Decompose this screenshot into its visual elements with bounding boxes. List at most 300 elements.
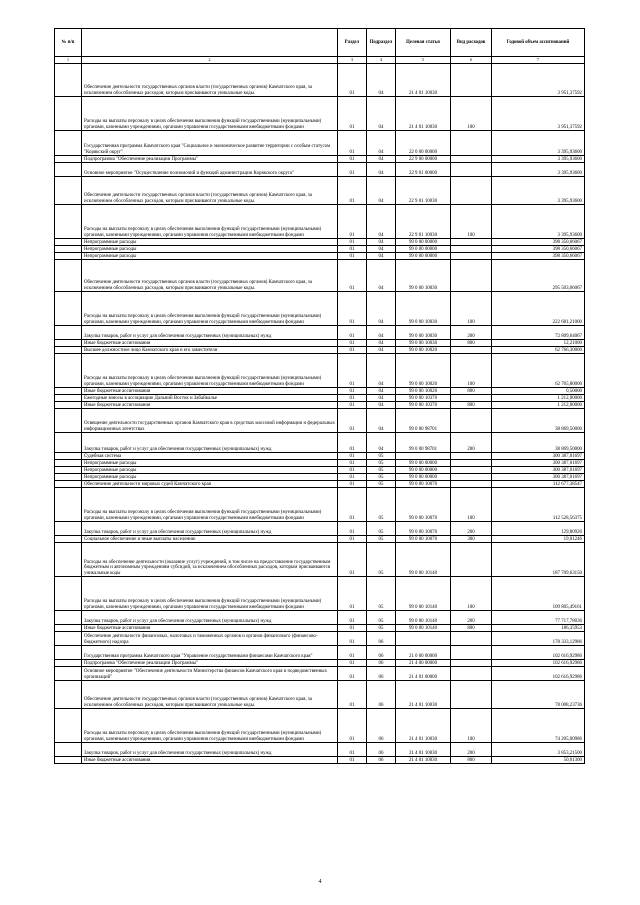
- page-number: 4: [318, 879, 322, 885]
- cell-target: 99 0 00 10070: [396, 522, 451, 536]
- cell-num: [55, 709, 82, 743]
- cell-section: 01: [338, 611, 367, 625]
- cell-section: 01: [338, 709, 367, 743]
- cell-expense: 100: [451, 488, 492, 522]
- cell-expense: [451, 543, 492, 577]
- cell-target: 99 0 00 10070: [396, 536, 451, 543]
- cell-section: 01: [338, 260, 367, 292]
- cell-subsection: 05: [367, 543, 396, 577]
- cell-section: 01: [338, 97, 367, 131]
- cell-num: [55, 239, 82, 246]
- cell-subsection: 04: [367, 163, 396, 177]
- cell-subsection: 06: [367, 709, 396, 743]
- cell-amount: 3 395,93600: [492, 205, 585, 239]
- cell-num: [55, 292, 82, 326]
- cell-target: 21 4 01 10030: [396, 681, 451, 709]
- cell-num: [55, 522, 82, 536]
- table-row: [55, 481, 585, 488]
- cell-expense: 200: [451, 743, 492, 757]
- cell-num: [55, 660, 82, 667]
- cell-name: Ежегодные взносы в ассоциацию Дальний Восток и Забайкалье: [82, 395, 338, 402]
- cell-expense: 200: [451, 611, 492, 625]
- cell-target: 99 0 00 10370: [396, 402, 451, 409]
- table-row: [55, 253, 585, 260]
- cell-num: [55, 402, 82, 409]
- table-row: [55, 292, 585, 326]
- header-num: № п/п: [55, 29, 82, 57]
- cell-target: 99 0 00 00000: [396, 246, 451, 253]
- cell-section: 01: [338, 632, 367, 646]
- cell-amount: 74 205,00986: [492, 709, 585, 743]
- cell-section: 01: [338, 326, 367, 340]
- cell-expense: [451, 453, 492, 460]
- table-row: [55, 326, 585, 340]
- table-row: [55, 97, 585, 131]
- cell-subsection: 05: [367, 488, 396, 522]
- cell-num: [55, 611, 82, 625]
- cell-subsection: 04: [367, 326, 396, 340]
- cell-subsection: 06: [367, 681, 396, 709]
- cell-amount: 78 008,23736: [492, 681, 585, 709]
- cell-name: Иные бюджетные ассигнования: [82, 388, 338, 395]
- cell-num: [55, 163, 82, 177]
- cell-subsection: 05: [367, 474, 396, 481]
- cell-num: [55, 625, 82, 632]
- cell-section: 01: [338, 453, 367, 460]
- table-row: [55, 474, 585, 481]
- cell-target: 99 0 00 10020: [396, 388, 451, 395]
- cell-subsection: 04: [367, 177, 396, 205]
- cell-expense: 100: [451, 292, 492, 326]
- col-number: 5: [396, 57, 451, 64]
- cell-target: 99 0 00 10140: [396, 577, 451, 611]
- cell-name: Непрограммные расходы: [82, 467, 338, 474]
- cell-amount: 1 212,00000: [492, 402, 585, 409]
- cell-target: 99 0 00 10020: [396, 354, 451, 388]
- cell-subsection: 04: [367, 292, 396, 326]
- col-number: 4: [367, 57, 396, 64]
- cell-subsection: 04: [367, 205, 396, 239]
- cell-expense: [451, 177, 492, 205]
- cell-name: Основное мероприятие "Осуществление полномочий и функций администрации Корякского округа": [82, 163, 338, 177]
- cell-section: 01: [338, 536, 367, 543]
- cell-expense: [451, 474, 492, 481]
- cell-subsection: 05: [367, 460, 396, 467]
- cell-amount: 300 387,01697: [492, 460, 585, 467]
- cell-subsection: 04: [367, 347, 396, 354]
- cell-expense: [451, 239, 492, 246]
- cell-num: [55, 460, 82, 467]
- cell-expense: 100: [451, 577, 492, 611]
- cell-subsection: 04: [367, 402, 396, 409]
- cell-amount: 129,80926: [492, 522, 585, 536]
- cell-num: [55, 743, 82, 757]
- cell-num: [55, 156, 82, 163]
- header-expense: Вид расходов: [451, 29, 492, 57]
- cell-section: 01: [338, 660, 367, 667]
- cell-subsection: 05: [367, 467, 396, 474]
- table-row: [55, 681, 585, 709]
- table-row: [55, 409, 585, 433]
- cell-amount: 0,50000: [492, 388, 585, 395]
- cell-expense: 100: [451, 709, 492, 743]
- cell-name: Основное мероприятие "Обеспечение деятельности Министерства финансов Камчатского края и подведомственных организаций": [82, 667, 338, 681]
- cell-expense: [451, 64, 492, 97]
- cell-subsection: 04: [367, 131, 396, 156]
- cell-amount: 178 333,12986: [492, 632, 585, 646]
- cell-amount: 3 395,93600: [492, 163, 585, 177]
- cell-amount: 222 681,21000: [492, 292, 585, 326]
- cell-expense: 100: [451, 354, 492, 388]
- cell-amount: 38 869,50000: [492, 433, 585, 453]
- cell-expense: 200: [451, 522, 492, 536]
- cell-target: 22 9 01 10030: [396, 205, 451, 239]
- table-row: [55, 453, 585, 460]
- cell-expense: [451, 156, 492, 163]
- cell-subsection: 04: [367, 409, 396, 433]
- col-number: 3: [338, 57, 367, 64]
- cell-target: 22 9 00 00000: [396, 156, 451, 163]
- cell-num: [55, 131, 82, 156]
- cell-section: 01: [338, 474, 367, 481]
- table-row: [55, 709, 585, 743]
- cell-target: 99 0 00 10370: [396, 395, 451, 402]
- col-number: 2: [82, 57, 338, 64]
- cell-name: Закупка товаров, работ и услуг для обеспечения государственных (муниципальных) нужд: [82, 611, 338, 625]
- col-number: 7: [492, 57, 585, 64]
- col-number: 6: [451, 57, 492, 64]
- cell-section: 01: [338, 402, 367, 409]
- cell-section: 01: [338, 667, 367, 681]
- cell-expense: 200: [451, 326, 492, 340]
- cell-subsection: 05: [367, 577, 396, 611]
- cell-amount: 3 395,93600: [492, 156, 585, 163]
- table-row: [55, 395, 585, 402]
- cell-section: 01: [338, 177, 367, 205]
- cell-section: 01: [338, 467, 367, 474]
- cell-subsection: 06: [367, 757, 396, 764]
- cell-amount: 1 212,00000: [492, 395, 585, 402]
- cell-section: 01: [338, 577, 367, 611]
- cell-name: Расходы на выплаты персоналу в целях обеспечения выполнения функций государственными (муниципальными) органами, казенными учреждениями, органами управления государственными внебюджетными фондами: [82, 709, 338, 743]
- cell-amount: 186,35953: [492, 625, 585, 632]
- cell-section: 01: [338, 347, 367, 354]
- cell-amount: 300 387,01697: [492, 467, 585, 474]
- cell-target: 21 4 01 10030: [396, 709, 451, 743]
- cell-num: [55, 536, 82, 543]
- cell-target: 99 0 00 10140: [396, 543, 451, 577]
- cell-section: 01: [338, 340, 367, 347]
- cell-amount: 102 616,92986: [492, 646, 585, 660]
- table-row: [55, 205, 585, 239]
- cell-subsection: 04: [367, 156, 396, 163]
- cell-target: 99 0 00 10030: [396, 340, 451, 347]
- cell-expense: [451, 681, 492, 709]
- cell-name: Судебная система: [82, 453, 338, 460]
- cell-num: [55, 395, 82, 402]
- cell-amount: 50,01300: [492, 757, 585, 764]
- table-row: [55, 64, 585, 97]
- table-row: [55, 402, 585, 409]
- cell-target: [396, 632, 451, 646]
- header-subsection: Подраздел: [367, 29, 396, 57]
- cell-amount: 300 387,01697: [492, 453, 585, 460]
- cell-target: 99 0 00 10140: [396, 611, 451, 625]
- cell-target: 99 0 00 98701: [396, 433, 451, 453]
- cell-expense: 800: [451, 625, 492, 632]
- cell-target: 99 0 00 10140: [396, 625, 451, 632]
- cell-num: [55, 388, 82, 395]
- cell-section: 01: [338, 625, 367, 632]
- cell-section: 01: [338, 646, 367, 660]
- cell-section: 01: [338, 522, 367, 536]
- cell-section: 01: [338, 488, 367, 522]
- cell-target: 99 0 00 00000: [396, 239, 451, 246]
- cell-name: Иные бюджетные ассигнования: [82, 625, 338, 632]
- cell-subsection: 04: [367, 64, 396, 97]
- cell-amount: 187 709,63150: [492, 543, 585, 577]
- table-row: [55, 660, 585, 667]
- cell-name: Обеспечение деятельности финансовых, налоговых и таможенных органов и органов финансового (финансово-бюджетного) надзора: [82, 632, 338, 646]
- cell-section: 01: [338, 239, 367, 246]
- table-body: [55, 64, 585, 764]
- cell-name: Расходы на выплаты персоналу в целях обеспечения выполнения функций государственными (муниципальными) органами, казенными учреждениями, органами управления государственными внебюджетными фондами: [82, 577, 338, 611]
- cell-subsection: 04: [367, 340, 396, 347]
- cell-subsection: 04: [367, 239, 396, 246]
- cell-name: Закупка товаров, работ и услуг для обеспечения государственных (муниципальных) нужд: [82, 743, 338, 757]
- cell-name: Иные бюджетные ассигнования: [82, 402, 338, 409]
- cell-amount: 3 951,37592: [492, 64, 585, 97]
- cell-subsection: 05: [367, 625, 396, 632]
- cell-target: 99 0 00 10070: [396, 481, 451, 488]
- cell-amount: 102 616,92986: [492, 667, 585, 681]
- cell-name: Непрограммные расходы: [82, 460, 338, 467]
- cell-expense: [451, 163, 492, 177]
- table-row: [55, 536, 585, 543]
- table-row: [55, 543, 585, 577]
- cell-section: 01: [338, 481, 367, 488]
- cell-amount: 112 528,56375: [492, 488, 585, 522]
- cell-expense: [451, 667, 492, 681]
- cell-name: Социальное обеспечение и иные выплаты населению: [82, 536, 338, 543]
- cell-name: Освещение деятельности государственных органов Камчатского края в средствах массовой информации и федеральных информационных агентствах: [82, 409, 338, 433]
- table-row: [55, 239, 585, 246]
- cell-section: 01: [338, 156, 367, 163]
- cell-name: Непрограммные расходы: [82, 253, 338, 260]
- cell-subsection: 04: [367, 388, 396, 395]
- cell-expense: [451, 260, 492, 292]
- table-row: [55, 433, 585, 453]
- cell-amount: 3 853,21500: [492, 743, 585, 757]
- cell-name: Закупка товаров, работ и услуг для обеспечения государственных (муниципальных) нужд: [82, 522, 338, 536]
- cell-amount: 3 395,93600: [492, 177, 585, 205]
- cell-name: Обеспечение деятельности государственных органов власти (государственных органов) Камчатского края, за исключением обособленных расходов, которым присваиваются уникальные коды.: [82, 681, 338, 709]
- table-row: [55, 646, 585, 660]
- cell-num: [55, 467, 82, 474]
- cell-section: 01: [338, 433, 367, 453]
- cell-name: Иные бюджетные ассигнования: [82, 757, 338, 764]
- cell-subsection: 04: [367, 97, 396, 131]
- cell-subsection: 06: [367, 667, 396, 681]
- cell-num: [55, 177, 82, 205]
- cell-target: 99 0 00 10030: [396, 326, 451, 340]
- cell-num: [55, 433, 82, 453]
- cell-amount: 62 765,80000: [492, 354, 585, 388]
- cell-name: Государственная программа Камчатского края "Управление государственными финансами Камчатского края": [82, 646, 338, 660]
- cell-num: [55, 646, 82, 660]
- cell-target: 22 9 01 00000: [396, 163, 451, 177]
- cell-num: [55, 260, 82, 292]
- cell-subsection: 04: [367, 354, 396, 388]
- table-row: [55, 625, 585, 632]
- cell-name: Расходы на выплаты персоналу в целях обеспечения выполнения функций государственными (муниципальными) органами, казенными учреждениями, органами управления государственными внебюджетными фондами: [82, 97, 338, 131]
- cell-section: 01: [338, 354, 367, 388]
- cell-name: Непрограммные расходы: [82, 474, 338, 481]
- table-row: [55, 488, 585, 522]
- table-row: [55, 347, 585, 354]
- cell-name: Обеспечение деятельности государственных органов власти (государственных органов) Камчатского края, за исключением обособленных расходов, которым присваиваются уникальные коды.: [82, 177, 338, 205]
- cell-name: Обеспечение деятельности мировых судей Камчатского края: [82, 481, 338, 488]
- table-row: [55, 611, 585, 625]
- cell-target: [396, 453, 451, 460]
- table-row: [55, 260, 585, 292]
- cell-target: 99 0 00 00000: [396, 253, 451, 260]
- cell-num: [55, 577, 82, 611]
- cell-target: 99 0 00 98701: [396, 409, 451, 433]
- header-volume: Годовой объем ассигнований: [492, 29, 585, 57]
- cell-name: Расходы на выплаты персоналу в целях обеспечения выполнения функций государственными (муниципальными) органами, казенными учреждениями, органами управления государственными внебюджетными фондами: [82, 354, 338, 388]
- cell-target: 22 9 01 10030: [396, 177, 451, 205]
- cell-num: [55, 246, 82, 253]
- cell-amount: 38 869,50000: [492, 409, 585, 433]
- cell-section: 01: [338, 163, 367, 177]
- cell-expense: [451, 395, 492, 402]
- cell-section: 01: [338, 757, 367, 764]
- cell-num: [55, 543, 82, 577]
- column-number-row: [55, 57, 585, 64]
- table-row: [55, 757, 585, 764]
- cell-section: 01: [338, 292, 367, 326]
- cell-expense: [451, 660, 492, 667]
- cell-subsection: 05: [367, 522, 396, 536]
- cell-expense: 100: [451, 205, 492, 239]
- cell-section: 01: [338, 246, 367, 253]
- cell-name: Расходы на обеспечение деятельности (оказание услуг) учреждений, в том числе на предоставление государственным бюджетным и автономным учреждениям субсидий, за исключением обособленных расходов, которым присваиваются уникальные коды: [82, 543, 338, 577]
- header-section: Раздел: [338, 29, 367, 57]
- cell-subsection: 05: [367, 453, 396, 460]
- cell-section: 01: [338, 743, 367, 757]
- cell-subsection: 05: [367, 481, 396, 488]
- budget-table: [54, 28, 585, 764]
- cell-expense: [451, 481, 492, 488]
- cell-target: 21 0 00 00000: [396, 646, 451, 660]
- cell-expense: 300: [451, 536, 492, 543]
- cell-expense: [451, 632, 492, 646]
- cell-target: 21 4 01 10030: [396, 64, 451, 97]
- cell-target: 99 0 00 10030: [396, 260, 451, 292]
- table-row: [55, 354, 585, 388]
- cell-amount: 295 503,06067: [492, 260, 585, 292]
- table-row: [55, 743, 585, 757]
- cell-amount: 109 805,49161: [492, 577, 585, 611]
- cell-name: Расходы на выплаты персоналу в целях обеспечения выполнения функций государственными (муниципальными) органами, казенными учреждениями, органами управления государственными внебюджетными фондами: [82, 205, 338, 239]
- table-row: [55, 577, 585, 611]
- cell-section: 01: [338, 388, 367, 395]
- cell-subsection: 04: [367, 253, 396, 260]
- cell-target: 21 4 00 00000: [396, 660, 451, 667]
- cell-num: [55, 253, 82, 260]
- cell-amount: 102 616,92986: [492, 660, 585, 667]
- table-row: [55, 522, 585, 536]
- cell-num: [55, 474, 82, 481]
- cell-expense: [451, 409, 492, 433]
- cell-expense: 200: [451, 433, 492, 453]
- cell-num: [55, 97, 82, 131]
- cell-section: 01: [338, 460, 367, 467]
- table-row: [55, 246, 585, 253]
- cell-name: Непрограммные расходы: [82, 246, 338, 253]
- cell-section: 01: [338, 543, 367, 577]
- cell-num: [55, 667, 82, 681]
- cell-expense: [451, 460, 492, 467]
- cell-expense: 800: [451, 402, 492, 409]
- cell-expense: [451, 467, 492, 474]
- cell-name: Расходы на выплаты персоналу в целях обеспечения выполнения функций государственными (муниципальными) органами, казенными учреждениями, органами управления государственными внебюджетными фондами: [82, 488, 338, 522]
- cell-expense: 800: [451, 757, 492, 764]
- cell-subsection: 04: [367, 395, 396, 402]
- cell-name: Государственная программа Камчатского края "Социальное и экономическое развитие территории с особым статусом "Корякский округ": [82, 131, 338, 156]
- cell-name: Закупка товаров, работ и услуг для обеспечения государственных (муниципальных) нужд: [82, 433, 338, 453]
- cell-section: 01: [338, 64, 367, 97]
- cell-expense: 800: [451, 340, 492, 347]
- table-row: [55, 177, 585, 205]
- cell-target: 21 4 01 10030: [396, 757, 451, 764]
- cell-section: 01: [338, 253, 367, 260]
- cell-section: 01: [338, 131, 367, 156]
- cell-name: Закупка товаров, работ и услуг для обеспечения государственных (муниципальных) нужд: [82, 326, 338, 340]
- cell-num: [55, 354, 82, 388]
- cell-expense: [451, 253, 492, 260]
- col-number: 1: [55, 57, 82, 64]
- cell-subsection: 05: [367, 536, 396, 543]
- table-row: [55, 632, 585, 646]
- cell-num: [55, 340, 82, 347]
- cell-name: Иные бюджетные ассигнования: [82, 340, 338, 347]
- cell-amount: 72 809,64067: [492, 326, 585, 340]
- table-row: [55, 131, 585, 156]
- cell-expense: [451, 131, 492, 156]
- cell-section: 01: [338, 205, 367, 239]
- cell-num: [55, 757, 82, 764]
- header-target: Целевая статья: [396, 29, 451, 57]
- cell-target: 99 0 00 00000: [396, 474, 451, 481]
- cell-target: 99 0 00 10030: [396, 292, 451, 326]
- cell-name: Обеспечение деятельности государственных органов власти (государственных органов) Камчатского края, за исключением обособленных расходов, которым присваиваются уникальные коды.: [82, 64, 338, 97]
- cell-subsection: 06: [367, 743, 396, 757]
- cell-amount: 12,21000: [492, 340, 585, 347]
- cell-expense: [451, 347, 492, 354]
- cell-name: Обеспечение деятельности государственных органов власти (государственных органов) Камчатского края, за исключением обособленных расходов, которым присваиваются уникальные коды.: [82, 260, 338, 292]
- cell-subsection: 04: [367, 433, 396, 453]
- cell-section: 01: [338, 409, 367, 433]
- cell-num: [55, 64, 82, 97]
- cell-amount: 398 350,66067: [492, 246, 585, 253]
- cell-subsection: 05: [367, 611, 396, 625]
- cell-name: Непрограммные расходы: [82, 239, 338, 246]
- table-row: [55, 340, 585, 347]
- cell-amount: 3 395,93600: [492, 131, 585, 156]
- cell-num: [55, 347, 82, 354]
